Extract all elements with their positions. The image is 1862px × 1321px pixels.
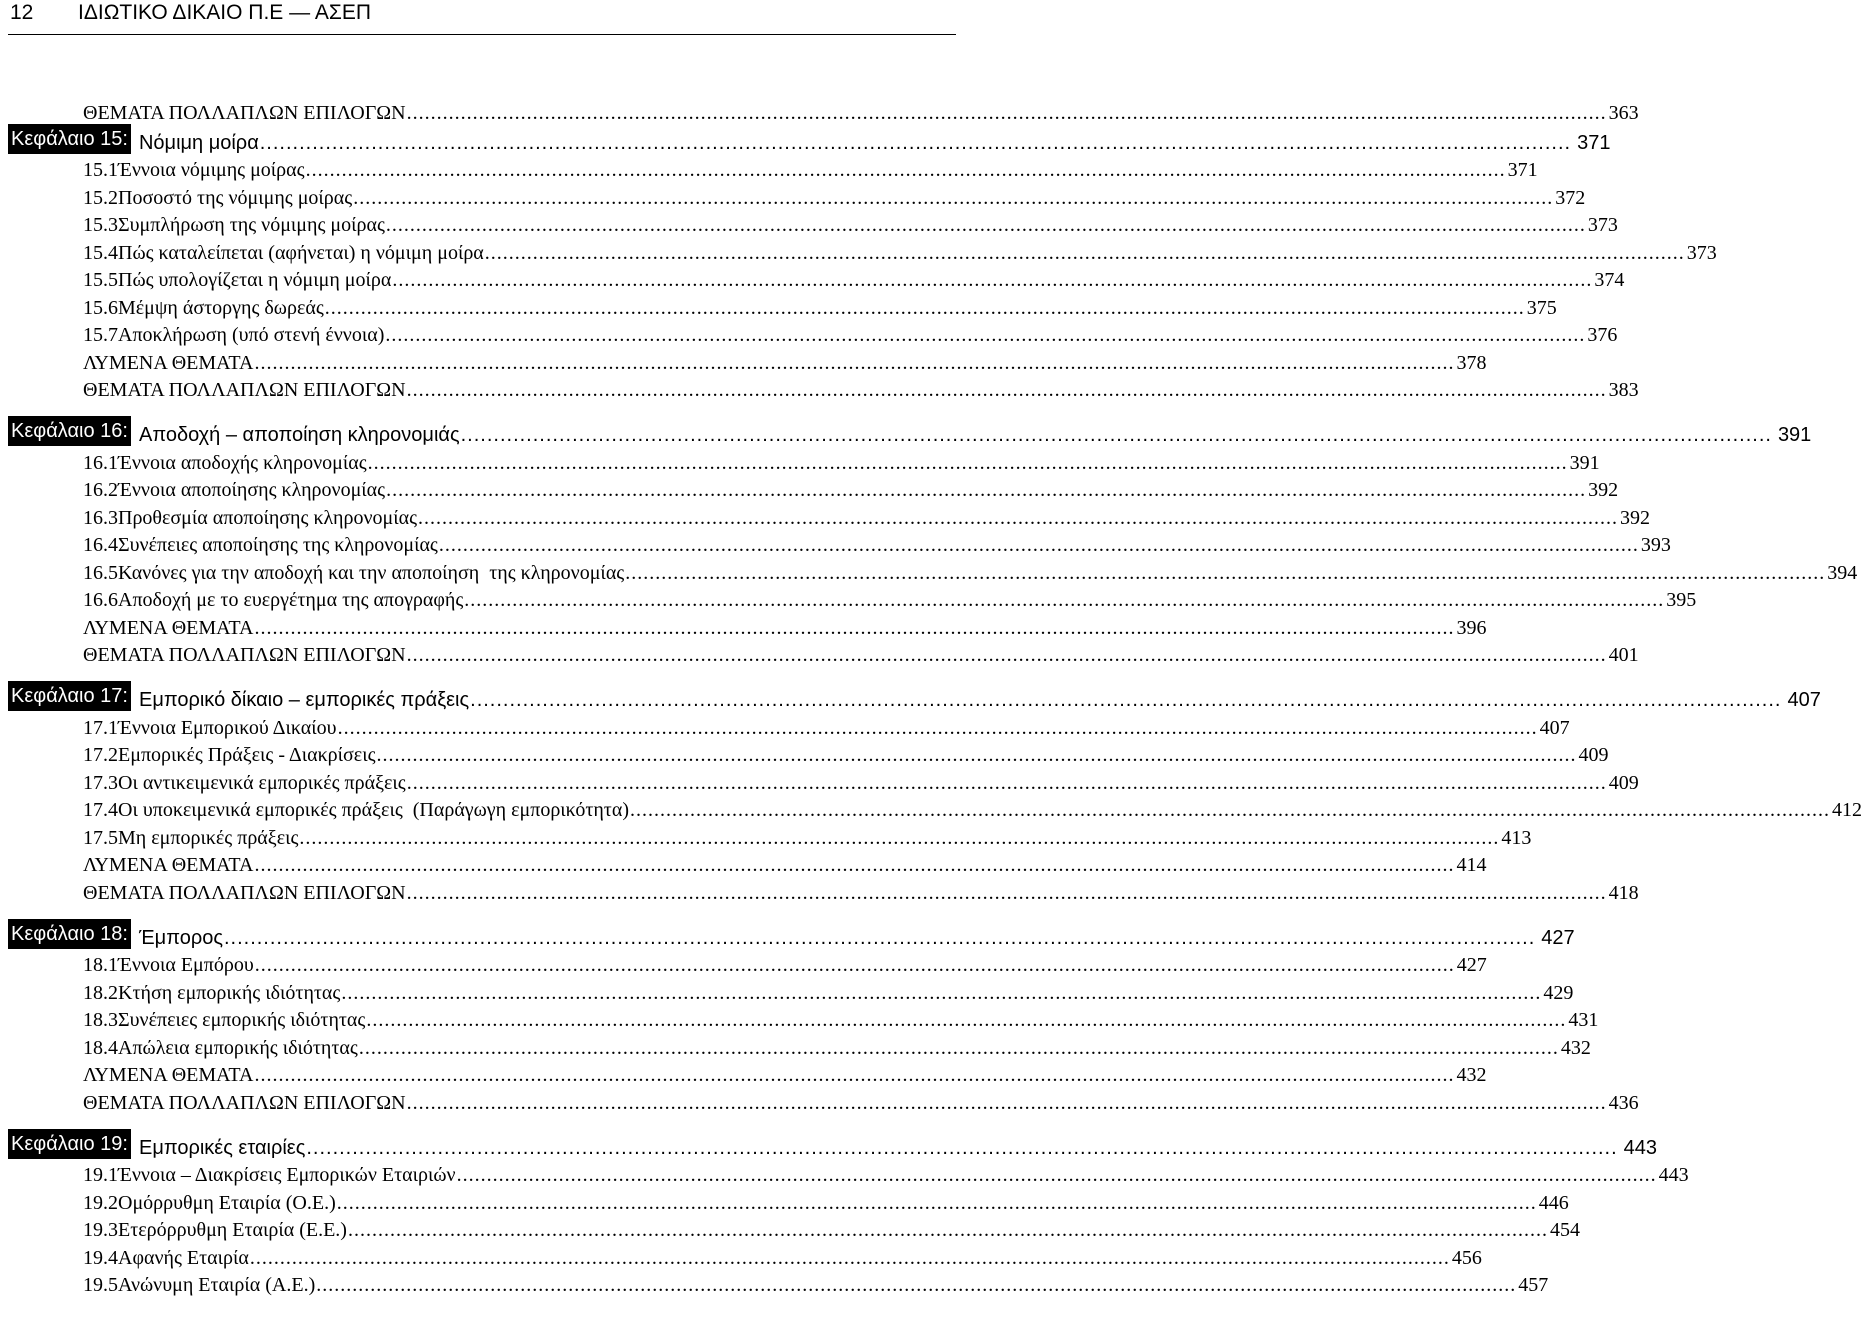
section-title: ΘΕΜΑΤΑ ΠΟΛΛΑΠΛΩΝ ΕΠΙΛΟΓΩΝ: [83, 379, 406, 401]
section-title: Κτήση εμπορικής ιδιότητας: [118, 981, 341, 1004]
toc-entry-row: [8, 1004, 1599, 1032]
section-title: Αφανής Εταιρία: [118, 1246, 249, 1269]
page-ref: 392: [1588, 479, 1619, 501]
section-number: 16.5: [83, 561, 118, 584]
page-ref: 407: [1539, 716, 1570, 739]
section-title: Πώς καταλείπεται (αφήνεται) η νόμιμη μοίρα: [118, 241, 484, 264]
section-title: Ανώνυμη Εταιρία (Α.Ε.): [118, 1274, 316, 1296]
section-title: Αποκλήρωση (υπό στενή έννοια): [118, 324, 385, 346]
toc-entry-row: [8, 346, 1487, 374]
dot-leader: ........................................................................................................................................................................................................: [470, 689, 1782, 711]
page-ref: 391: [1569, 451, 1600, 474]
section-number: 16.3: [83, 506, 118, 529]
page-ref: 393: [1640, 534, 1671, 556]
chapter-label: Κεφάλαιο 17:: [8, 681, 131, 711]
section-title: Έννοια – Διακρίσεις Εμπορικών Εταιριών: [118, 1164, 456, 1186]
page-ref: 427: [1541, 926, 1575, 949]
page-ref: 374: [1594, 269, 1625, 291]
dot-leader: ........................................................................................................................................................................................................: [386, 479, 1587, 501]
toc-chapter-row: [8, 416, 1812, 446]
section-title: Έννοια αποποίησης κληρονομίας: [118, 479, 386, 501]
dot-leader: ........................................................................................................................................................................................................: [299, 826, 1500, 849]
page-ref: 394: [1827, 561, 1858, 584]
section-number: 16.4: [83, 534, 118, 556]
section-number: 15.6: [83, 296, 118, 319]
page-ref: 414: [1456, 854, 1487, 876]
section-title: ΛΥΜΕΝΑ ΘΕΜΑΤΑ: [83, 854, 254, 876]
toc-entry-row: [8, 96, 1639, 124]
section-number: 17.2: [83, 744, 118, 766]
dot-leader: ........................................................................................................................................................................................................: [406, 101, 1607, 124]
chapter-title: Αποδοχή – αποποίηση κληρονομιάς: [138, 424, 460, 446]
section-number: 17.5: [83, 826, 118, 849]
dot-leader: ........................................................................................................................................................................................................: [324, 296, 1525, 319]
section-title: ΘΕΜΑΤΑ ΠΟΛΛΑΠΛΩΝ ΕΠΙΛΟΓΩΝ: [83, 101, 406, 124]
dot-leader: ........................................................................................................................................................................................................: [464, 589, 1665, 611]
dot-leader: ........................................................................................................................................................................................................: [254, 616, 1455, 639]
page-ref: 373: [1686, 241, 1717, 264]
dot-leader: ........................................................................................................................................................................................................: [366, 1009, 1567, 1031]
section-title: ΘΕΜΑΤΑ ΠΟΛΛΑΠΛΩΝ ΕΠΙΛΟΓΩΝ: [83, 881, 406, 904]
section-number: 19.2: [83, 1191, 118, 1214]
page-ref: 376: [1587, 324, 1618, 346]
section-number: 15.1: [83, 159, 118, 181]
section-title: Έννοια Εμπόρου: [118, 954, 254, 976]
chapter-label: Κεφάλαιο 16:: [8, 416, 131, 446]
page-ref: 383: [1608, 379, 1639, 401]
section-number: 17.4: [83, 799, 118, 821]
section-number: 17.3: [83, 771, 118, 794]
toc-entry-row: [8, 639, 1639, 667]
section-title: Πώς υπολογίζεται η νόμιμη μοίρα: [118, 269, 392, 291]
page-ref: 409: [1608, 771, 1639, 794]
toc-entry-row: [8, 1031, 1591, 1059]
page-ref: 401: [1608, 644, 1639, 666]
chapter-title: Εμπορικό δίκαιο – εμπορικές πράξεις: [138, 689, 470, 711]
page-ref: 436: [1608, 1091, 1639, 1114]
section-title: ΘΕΜΑΤΑ ΠΟΛΛΑΠΛΩΝ ΕΠΙΛΟΓΩΝ: [83, 1091, 406, 1114]
dot-leader: ........................................................................................................................................................................................................: [406, 771, 1607, 794]
toc-entry-row: [8, 611, 1487, 639]
dot-leader: ........................................................................................................................................................................................................: [406, 379, 1607, 401]
dot-leader: ........................................................................................................................................................................................................: [259, 131, 1572, 154]
dot-leader: ........................................................................................................................................................................................................: [406, 1091, 1607, 1114]
section-number: 16.6: [83, 589, 118, 611]
toc-entry-row: [8, 849, 1487, 877]
toc-entry-row: [8, 949, 1487, 977]
section-number: 16.2: [83, 479, 118, 501]
toc-entry-row: [8, 821, 1532, 849]
page-ref: 363: [1608, 101, 1639, 124]
dot-leader: ........................................................................................................................................................................................................: [484, 241, 1685, 264]
page-ref: 373: [1587, 214, 1618, 236]
toc-entry-row: [8, 181, 1586, 209]
chapter-title: Νόμιμη μοίρα: [138, 131, 259, 154]
dot-leader: ........................................................................................................................................................................................................: [249, 1246, 1450, 1269]
section-number: 15.3: [83, 214, 118, 236]
page-ref: 372: [1555, 186, 1586, 209]
dot-leader: ........................................................................................................................................................................................................: [367, 451, 1568, 474]
dot-leader: ........................................................................................................................................................................................................: [336, 1191, 1537, 1214]
dot-leader: ........................................................................................................................................................................................................: [353, 186, 1554, 209]
section-title: ΛΥΜΕΝΑ ΘΕΜΑΤΑ: [83, 616, 254, 639]
section-title: Εμπορικές Πράξεις - Διακρίσεις: [118, 744, 376, 766]
page-ref: 456: [1451, 1246, 1482, 1269]
toc-entry-row: [8, 794, 1862, 822]
chapter-label: Κεφάλαιο 18:: [8, 919, 131, 949]
section-title: ΛΥΜΕΝΑ ΘΕΜΑΤΑ: [83, 1064, 254, 1086]
chapter-label: Κεφάλαιο 19:: [8, 1129, 131, 1159]
toc-entry-row: [8, 584, 1697, 612]
page-header: [8, 0, 956, 35]
section-number: 18.3: [83, 1009, 118, 1031]
page-ref: 418: [1608, 881, 1639, 904]
toc-entry-row: [8, 876, 1639, 904]
section-title: Αποδοχή με το ευεργέτημα της απογραφής: [118, 589, 464, 611]
section-title: Έννοια αποδοχής κληρονομίας: [118, 451, 367, 474]
dot-leader: ........................................................................................................................................................................................................: [341, 981, 1542, 1004]
toc-entry-row: [8, 1241, 1482, 1269]
toc-entry-row: [8, 1159, 1689, 1187]
section-title: Οι υποκειμενικά εμπορικές πράξεις (Παράγωγη εμπορικότητα): [118, 799, 629, 821]
section-title: Έννοια Εμπορικού Δικαίου: [118, 716, 337, 739]
chapter-title: Έμπορος: [138, 926, 223, 949]
section-title: Απώλεια εμπορικής ιδιότητας: [118, 1036, 358, 1059]
section-number: 18.4: [83, 1036, 118, 1059]
toc-entry-row: [8, 474, 1619, 502]
toc-entry-row: [8, 766, 1639, 794]
page-ref: 409: [1578, 744, 1609, 766]
section-title: Συνέπειες αποποίησης της κληρονομίας: [118, 534, 438, 556]
page-ref: 432: [1560, 1036, 1591, 1059]
dot-leader: ........................................................................................................................................................................................................: [385, 214, 1586, 236]
section-title: Μέμψη άστοργης δωρεάς: [118, 296, 324, 319]
dot-leader: ........................................................................................................................................................................................................: [385, 324, 1586, 346]
section-title: ΛΥΜΕΝΑ ΘΕΜΑΤΑ: [83, 351, 254, 374]
section-title: Ετερόρρυθμη Εταιρία (Ε.Ε.): [118, 1219, 347, 1241]
dot-leader: ........................................................................................................................................................................................................: [316, 1274, 1517, 1296]
section-number: 19.1: [83, 1164, 118, 1186]
dot-leader: ........................................................................................................................................................................................................: [347, 1219, 1548, 1241]
section-title: Συμπλήρωση της νόμιμης μοίρας: [118, 214, 385, 236]
section-title: Προθεσμία αποποίησης κληρονομίας: [118, 506, 418, 529]
dot-leader: ........................................................................................................................................................................................................: [392, 269, 1593, 291]
page-ref: 371: [1507, 159, 1538, 181]
page-ref: 443: [1623, 1136, 1658, 1159]
section-title: Οι αντικειμενικά εμπορικές πράξεις: [118, 771, 406, 794]
page-ref: 431: [1568, 1009, 1599, 1031]
section-number: 19.4: [83, 1246, 118, 1269]
toc-entry-row: [8, 529, 1671, 557]
toc-entry-row: [8, 556, 1858, 584]
toc-entry-row: [8, 1186, 1569, 1214]
section-number: 19.3: [83, 1219, 118, 1241]
section-number: 18.1: [83, 954, 118, 976]
dot-leader: ........................................................................................................................................................................................................: [337, 716, 1538, 739]
toc-entry-row: [8, 446, 1600, 474]
dot-leader: ........................................................................................................................................................................................................: [254, 1064, 1455, 1086]
page-ref: 454: [1549, 1219, 1580, 1241]
page-ref: 443: [1658, 1164, 1689, 1186]
toc-entry-row: [8, 1214, 1580, 1242]
page-ref: 396: [1456, 616, 1487, 639]
section-title: Ομόρρυθμη Εταιρία (Ο.Ε.): [118, 1191, 336, 1214]
page-ref: 457: [1518, 1274, 1549, 1296]
section-number: 19.5: [83, 1274, 118, 1296]
section-number: 15.7: [83, 324, 118, 346]
section-number: 18.2: [83, 981, 118, 1004]
dot-leader: ........................................................................................................................................................................................................: [254, 351, 1455, 374]
dot-leader: ........................................................................................................................................................................................................: [438, 534, 1639, 556]
dot-leader: ........................................................................................................................................................................................................: [456, 1164, 1657, 1186]
toc-entry-row: [8, 319, 1618, 347]
page-ref: 371: [1577, 131, 1611, 154]
page-ref: 427: [1456, 954, 1487, 976]
dot-leader: ........................................................................................................................................................................................................: [625, 561, 1826, 584]
dot-leader: ........................................................................................................................................................................................................: [254, 954, 1455, 976]
dot-leader: ........................................................................................................................................................................................................: [254, 854, 1455, 876]
section-title: ΘΕΜΑΤΑ ΠΟΛΛΑΠΛΩΝ ΕΠΙΛΟΓΩΝ: [83, 644, 406, 666]
table-of-contents: [8, 96, 1862, 1296]
toc-entry-row: [8, 374, 1639, 402]
section-title: Ποσοστό της νόμιμης μοίρας: [118, 186, 353, 209]
page-ref: 407: [1787, 689, 1821, 711]
page-ref: 391: [1777, 424, 1812, 446]
section-number: 15.5: [83, 269, 118, 291]
toc-entry-row: [8, 1086, 1639, 1114]
toc-entry-row: [8, 1059, 1487, 1087]
toc-entry-row: [8, 739, 1609, 767]
page-ref: 413: [1501, 826, 1532, 849]
section-number: 15.2: [83, 186, 118, 209]
section-title: Μη εμπορικές πράξεις: [118, 826, 299, 849]
section-number: 16.1: [83, 451, 118, 474]
dot-leader: ........................................................................................................................................................................................................: [358, 1036, 1559, 1059]
dot-leader: ........................................................................................................................................................................................................: [305, 159, 1506, 181]
page-ref: 429: [1543, 981, 1574, 1004]
dot-leader: ........................................................................................................................................................................................................: [406, 644, 1607, 666]
page-ref: 378: [1456, 351, 1487, 374]
toc-entry-row: [8, 154, 1538, 182]
chapter-title: Εμπορικές εταιρίες: [138, 1136, 306, 1159]
section-title: Έννοια νόμιμης μοίρας: [118, 159, 305, 181]
dot-leader: ........................................................................................................................................................................................................: [630, 799, 1830, 821]
section-number: 15.4: [83, 241, 118, 264]
toc-chapter-row: [8, 681, 1821, 711]
dot-leader: ........................................................................................................................................................................................................: [223, 926, 1536, 949]
toc-entry-row: [8, 1269, 1549, 1297]
dot-leader: ........................................................................................................................................................................................................: [306, 1136, 1618, 1159]
dot-leader: ........................................................................................................................................................................................................: [460, 424, 1772, 446]
page-ref: 392: [1620, 506, 1651, 529]
dot-leader: ........................................................................................................................................................................................................: [406, 881, 1607, 904]
section-title: Κανόνες για την αποδοχή και την αποποίηση της κληρονομίας: [118, 561, 625, 584]
section-title: Συνέπειες εμπορικής ιδιότητας: [118, 1009, 366, 1031]
toc-entry-row: [8, 711, 1570, 739]
toc-entry-row: [8, 209, 1618, 237]
page-ref: 412: [1832, 799, 1862, 821]
page-ref: 375: [1526, 296, 1557, 319]
page-number: 12: [10, 1, 34, 24]
toc-entry-row: [8, 976, 1574, 1004]
dot-leader: ........................................................................................................................................................................................................: [418, 506, 1619, 529]
toc-entry-row: [8, 291, 1557, 319]
chapter-label: Κεφάλαιο 15:: [8, 124, 131, 154]
page-ref: 432: [1456, 1064, 1487, 1086]
toc-entry-row: [8, 501, 1651, 529]
toc-chapter-row: [8, 1129, 1658, 1159]
page-ref: 395: [1666, 589, 1697, 611]
toc-chapter-row: [8, 124, 1611, 154]
running-title: ΙΔΙΩΤΙΚΟ ΔΙΚΑΙΟ Π.Ε — ΑΣΕΠ: [78, 1, 371, 24]
toc-chapter-row: [8, 919, 1575, 949]
toc-entry-row: [8, 264, 1625, 292]
section-number: 17.1: [83, 716, 118, 739]
toc-entry-row: [8, 236, 1717, 264]
dot-leader: ........................................................................................................................................................................................................: [376, 744, 1577, 766]
page-ref: 446: [1538, 1191, 1569, 1214]
